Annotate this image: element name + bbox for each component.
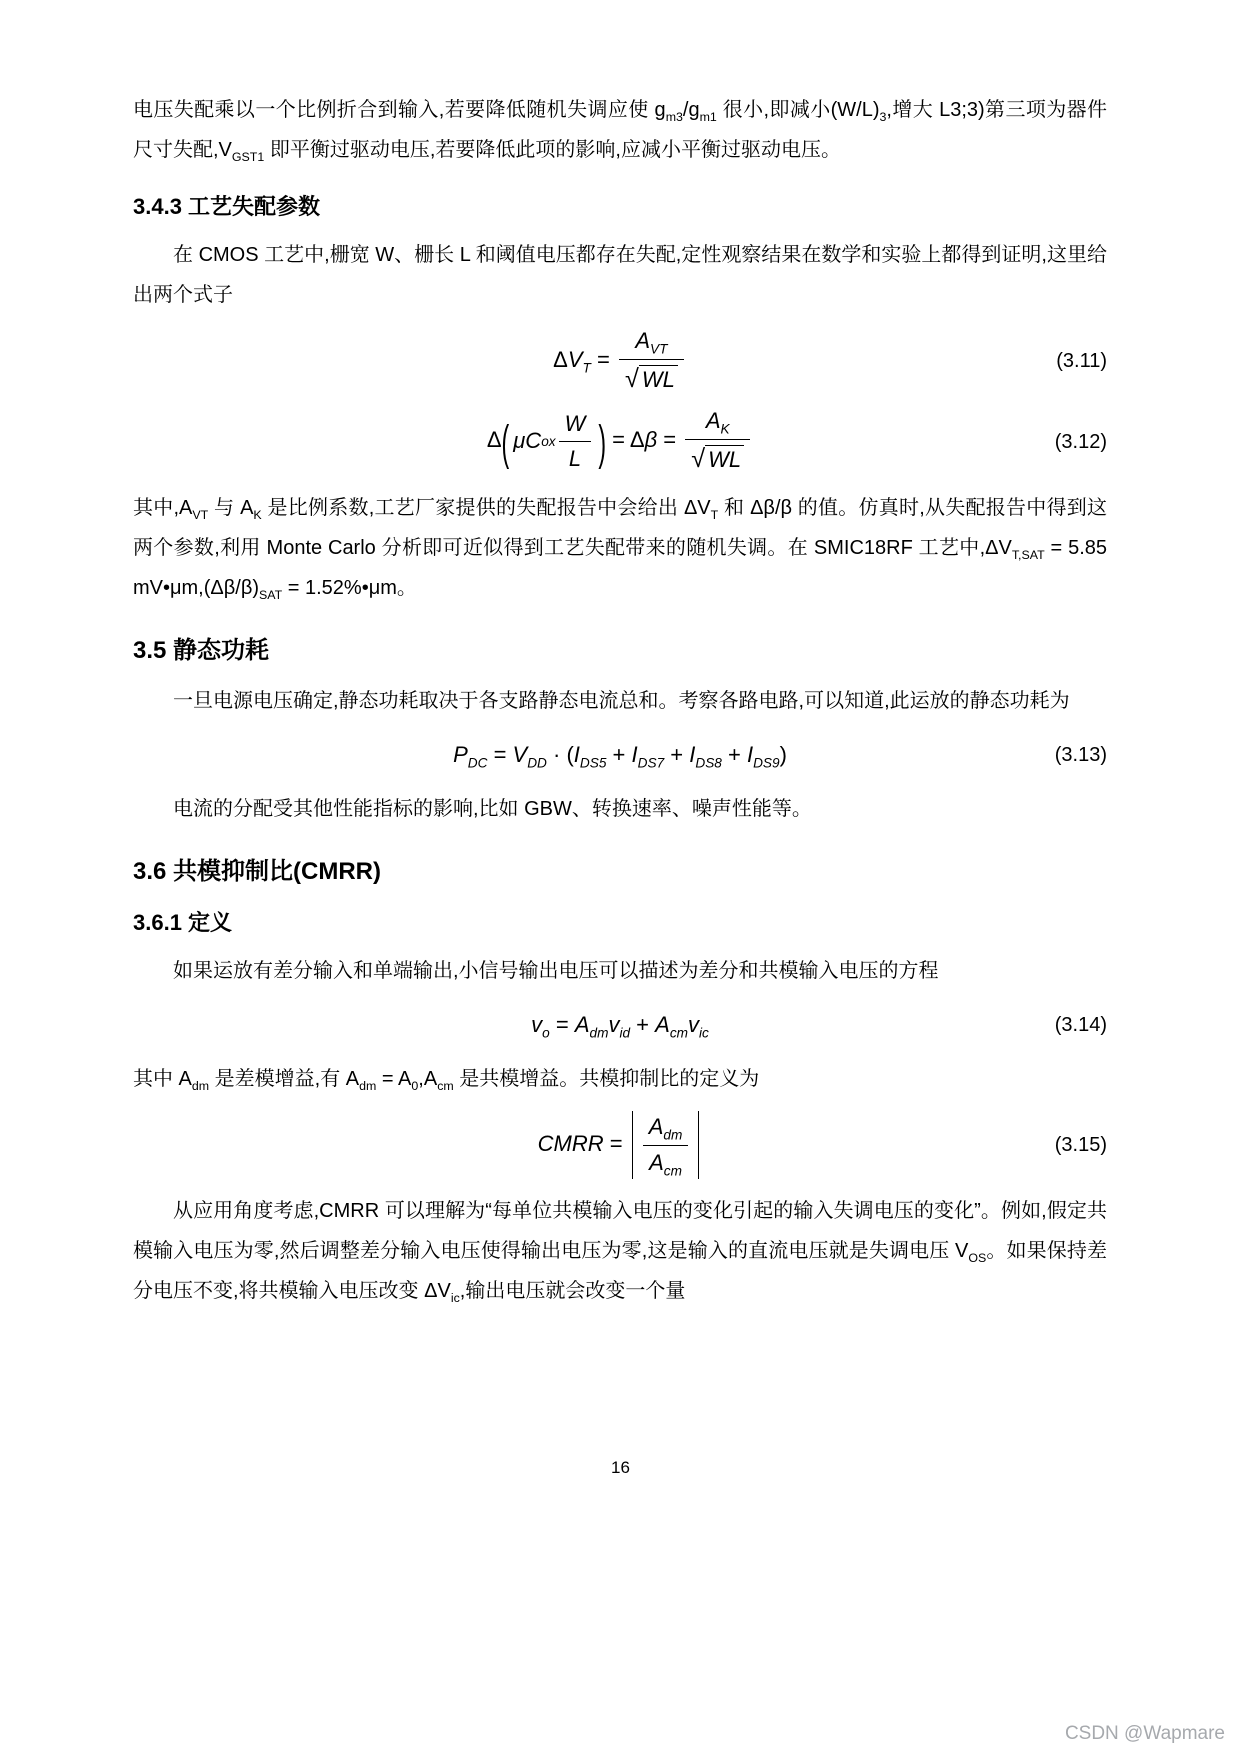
equation-3-14-number: (3.14) xyxy=(1054,1013,1107,1036)
heading-3-5: 3.5 静态功耗 xyxy=(133,636,270,664)
equation-3-12-number: (3.12) xyxy=(1054,430,1107,453)
heading-3-6: 3.6 共模抑制比(CMRR) xyxy=(133,857,382,885)
paragraph-static-power: 一旦电源电压确定,静态功耗取决于各支路静态电流总和。考察各路电路,可以知道,此运放的静态功耗为 xyxy=(173,689,1070,712)
equation-3-15-body: CMRR = $\frac{A_{dm}}{A_{cm}}$ xyxy=(538,1111,703,1179)
paragraph-mismatch-coefficients: 其中$,A_{VT}$ 与 $A_K$ 是比例系数,工艺厂家提供的失配报告中会给出 $\Delta V_T$ 和 Δβ/β 的值。仿真时,从失配报告中得到这两个参数,利用 Monte Carlo 分析即可近似得到工艺失配带来的随机失调。在 SMIC18RF 工艺中$,\Delta V_{T,SAT} = 5.85$ $mV•\mu m,(\Delta\beta/\beta)_{SAT}$ = 1.52%•μm。 xyxy=(133,496,1108,602)
equation-3-11 xyxy=(133,327,1107,395)
paragraph-cmrr-application: 从应用角度考虑,CMRR 可以理解为“每单位共模输入电压的变化引起的输入失调电压的变化”。例如,假定共模输入电压为零,然后调整差分输入电压使得输出电压为零,这是输入的直流电压就是失调电压 $V_{OS}$。如果保持差分电压不变,将共模输入电压改变 $\Delta V_{ic}$,输出电压就会改变一个量 xyxy=(133,1200,1107,1306)
equation-3-11-number: (3.11) xyxy=(1056,350,1107,373)
equation-3-15 xyxy=(133,1111,1107,1179)
watermark: CSDN @Wapmare xyxy=(1064,1723,1225,1744)
paragraph-process-mismatch: 在 CMOS 工艺中,栅宽 W、栅长 L 和阈值电压都存在失配,定性观察结果在数学和实验上都得到证明,这里给出两个式子 xyxy=(133,244,1107,306)
equation-3-12-body: Δ ( μC ox $\frac{W}{L}$ ) = Δβ = $\frac{A_K}{√ WL}$ xyxy=(487,407,753,475)
equation-3-11-body: $\Delta V_T$ = $\frac{A_{VT}}{√ WL}$ xyxy=(553,327,687,395)
equation-3-14-body: $v_o = A_{dm}v_{id} + A_{cm}v_{ic}$ xyxy=(531,1011,709,1041)
paragraph-definition: 如果运放有差分输入和单端输出,小信号输出电压可以描述为差分和共模输入电压的方程 xyxy=(173,959,939,982)
equation-3-13 xyxy=(133,733,1107,777)
page-number: 16 xyxy=(611,1458,630,1477)
paragraph-current-distribution: 电流的分配受其他性能指标的影响,比如 GBW、转换速率、噪声性能等。 xyxy=(173,797,812,820)
equation-3-13-number: (3.13) xyxy=(1054,743,1107,766)
equation-3-13-body: $P_{DC} = V_{DD} \cdot (I_{DS5} + I_{DS7} + I_{DS8} + I_{DS9})$ xyxy=(453,741,787,771)
equation-3-14 xyxy=(133,1003,1107,1047)
heading-3-4-3: 3.4.3 工艺失配参数 xyxy=(133,194,321,219)
page-footer xyxy=(0,1458,1241,1478)
paragraph-intro: 电压失配乘以一个比例折合到输入,若要降低随机失调应使 $g_{m3}/g_{m1}$ 很小,即减小$(W/L)_3$,增大 L3;3)第三项为器件尺寸失配$,V_{GST1}$ 即平衡过驱动电压,若要降低此项的影响,应减小平衡过驱动电压。 xyxy=(133,99,1107,164)
equation-3-12 xyxy=(133,407,1107,475)
equation-3-15-number: (3.15) xyxy=(1054,1134,1107,1157)
paragraph-gain-definition: 其中 $A_{dm}$ 是差模增益,有 $A_{dm} = A_0,A_{cm}$ 是共模增益。共模抑制比的定义为 xyxy=(133,1067,760,1093)
heading-3-6-1: 3.6.1 定义 xyxy=(133,909,233,935)
